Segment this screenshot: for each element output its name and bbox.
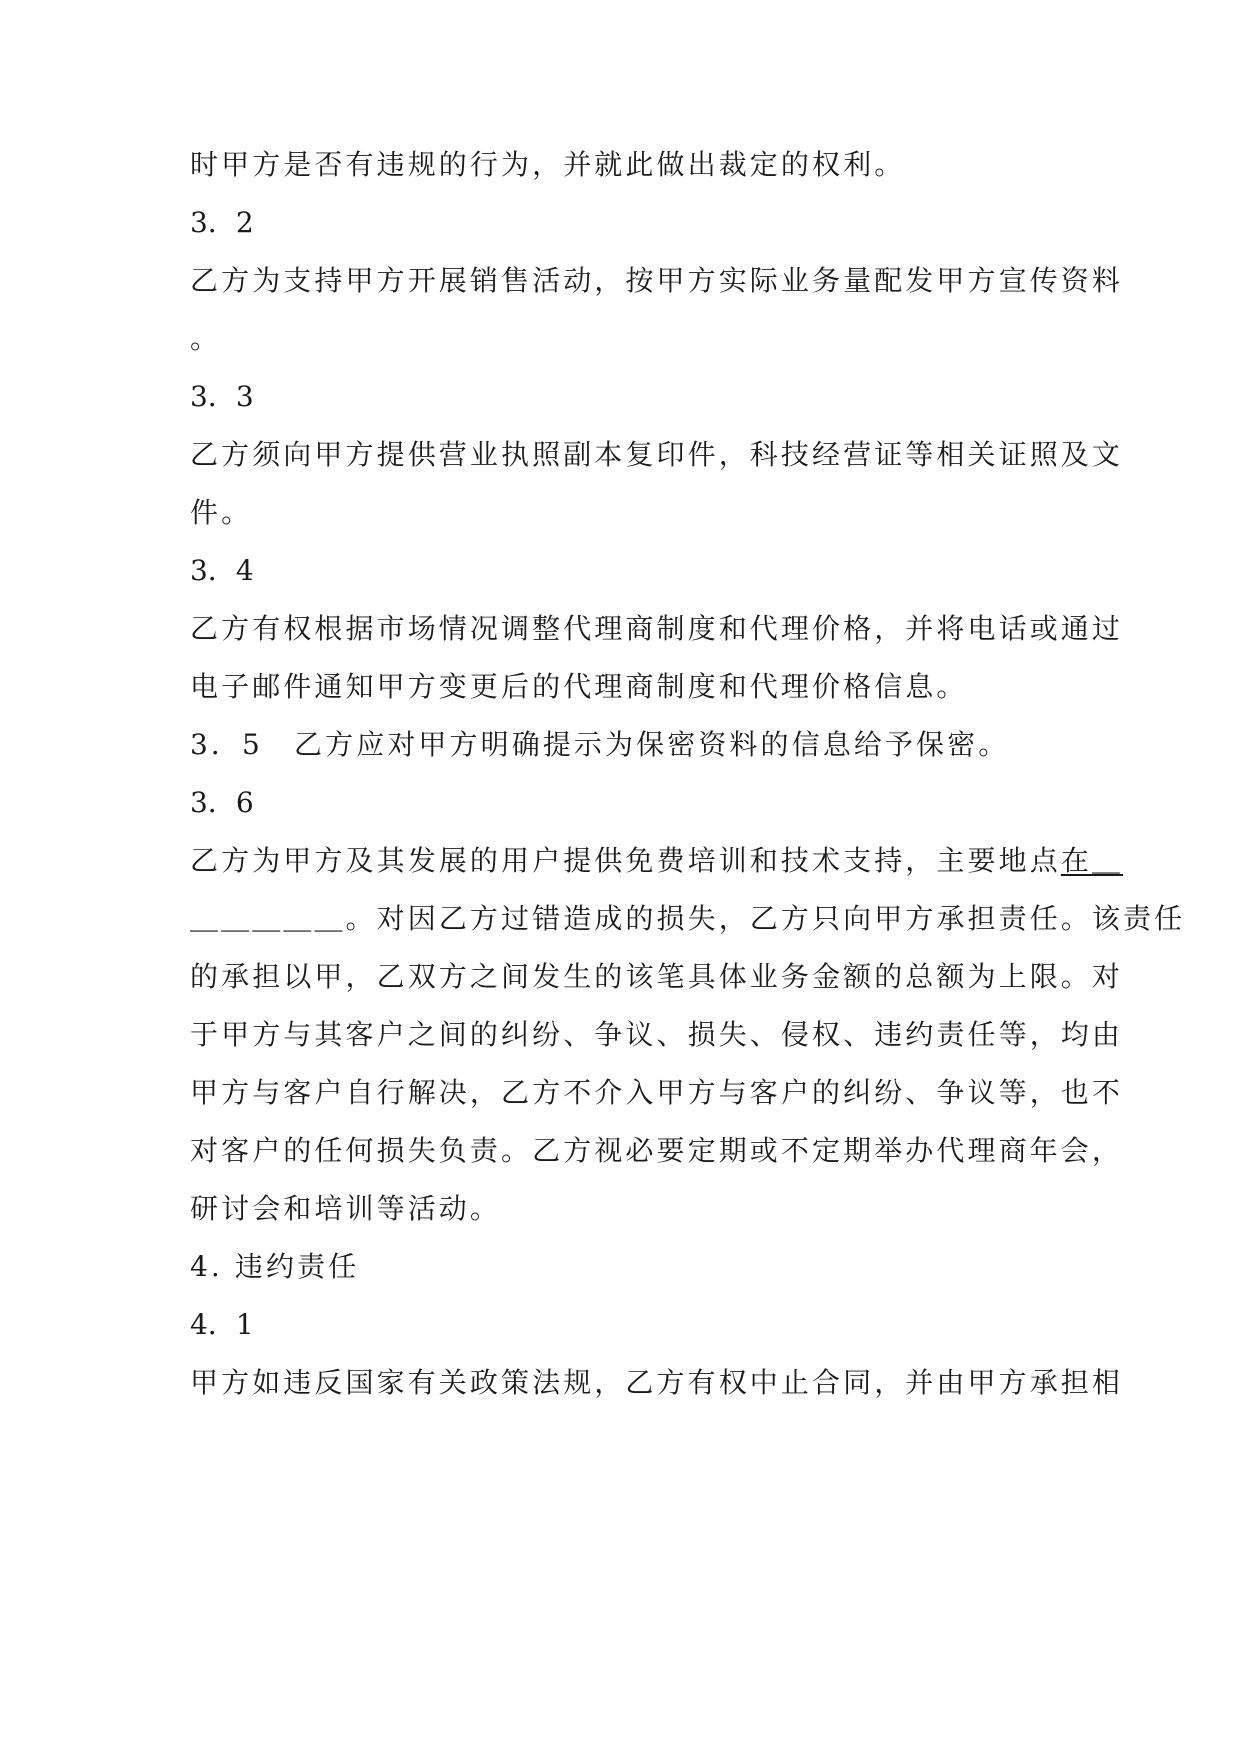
clause-3-6-text-line3: 的承担以甲，乙双方之间发生的该笔具体业务金额的总额为上限。对 (190, 960, 1124, 993)
clause-number-3-2: 3．2 (190, 206, 254, 239)
clause-4-1-text: 甲方如违反国家有关政策法规，乙方有权中止合同，并由甲方承担相 (190, 1366, 1124, 1399)
text-line-ruling-right: 时甲方是否有违规的行为，并就此做出裁定的权利。 (190, 148, 906, 181)
clause-3-6-text (190, 841, 1124, 881)
clause-3-5: 3．5 乙方应对甲方明确提示为保密资料的信息给予保密。 (190, 728, 1010, 761)
clause-3-6-text-line4: 于甲方与其客户之间的纠纷、争议、损失、侵权、违约责任等，均由 (190, 1018, 1124, 1051)
clause-3-6-text-cont (190, 899, 1186, 939)
clause-number-3-4: 3．4 (190, 554, 254, 587)
clause-3-6-text-line7: 研讨会和培训等活动。 (190, 1192, 502, 1225)
clause-number-4-1: 4．1 (190, 1308, 254, 1341)
clause-3-3-text-end: 件。 (190, 496, 253, 529)
clause-3-2-text-end: 。 (190, 322, 222, 355)
clause-number-3-6: 3．6 (190, 786, 254, 819)
clause-3-6-text-start: 乙方为甲方及其发展的用户提供免费培训和技术支持，主要地点 (190, 844, 1061, 877)
section-heading-4: 4. 违约责任 (190, 1250, 360, 1283)
clause-3-2-text: 乙方为支持甲方开展销售活动，按甲方实际业务量配发甲方宣传资料 (190, 264, 1124, 297)
clause-3-6-text-line5: 甲方与客户自行解决，乙方不介入甲方与客户的纠纷、争议等，也不 (190, 1076, 1124, 1109)
clause-3-6-text-line6: 对客户的任何损失负责。乙方视必要定期或不定期举办代理商年会， (190, 1134, 1124, 1167)
clause-3-4-text: 乙方有权根据市场情况调整代理商制度和代理价格，并将电话或通过 (190, 612, 1124, 645)
clause-3-6-liability: 。对因乙方过错造成的损失，乙方只向甲方承担责任。该责任 (345, 902, 1186, 935)
location-blank-start: 在＿ (1060, 844, 1124, 877)
clause-number-3-3: 3．3 (190, 380, 254, 413)
location-blank-end: ＿＿＿＿＿ (190, 902, 346, 935)
clause-3-3-text: 乙方须向甲方提供营业执照副本复印件，科技经营证等相关证照及文 (190, 438, 1124, 471)
clause-3-4-text-end: 电子邮件通知甲方变更后的代理商制度和代理价格信息。 (190, 670, 968, 703)
